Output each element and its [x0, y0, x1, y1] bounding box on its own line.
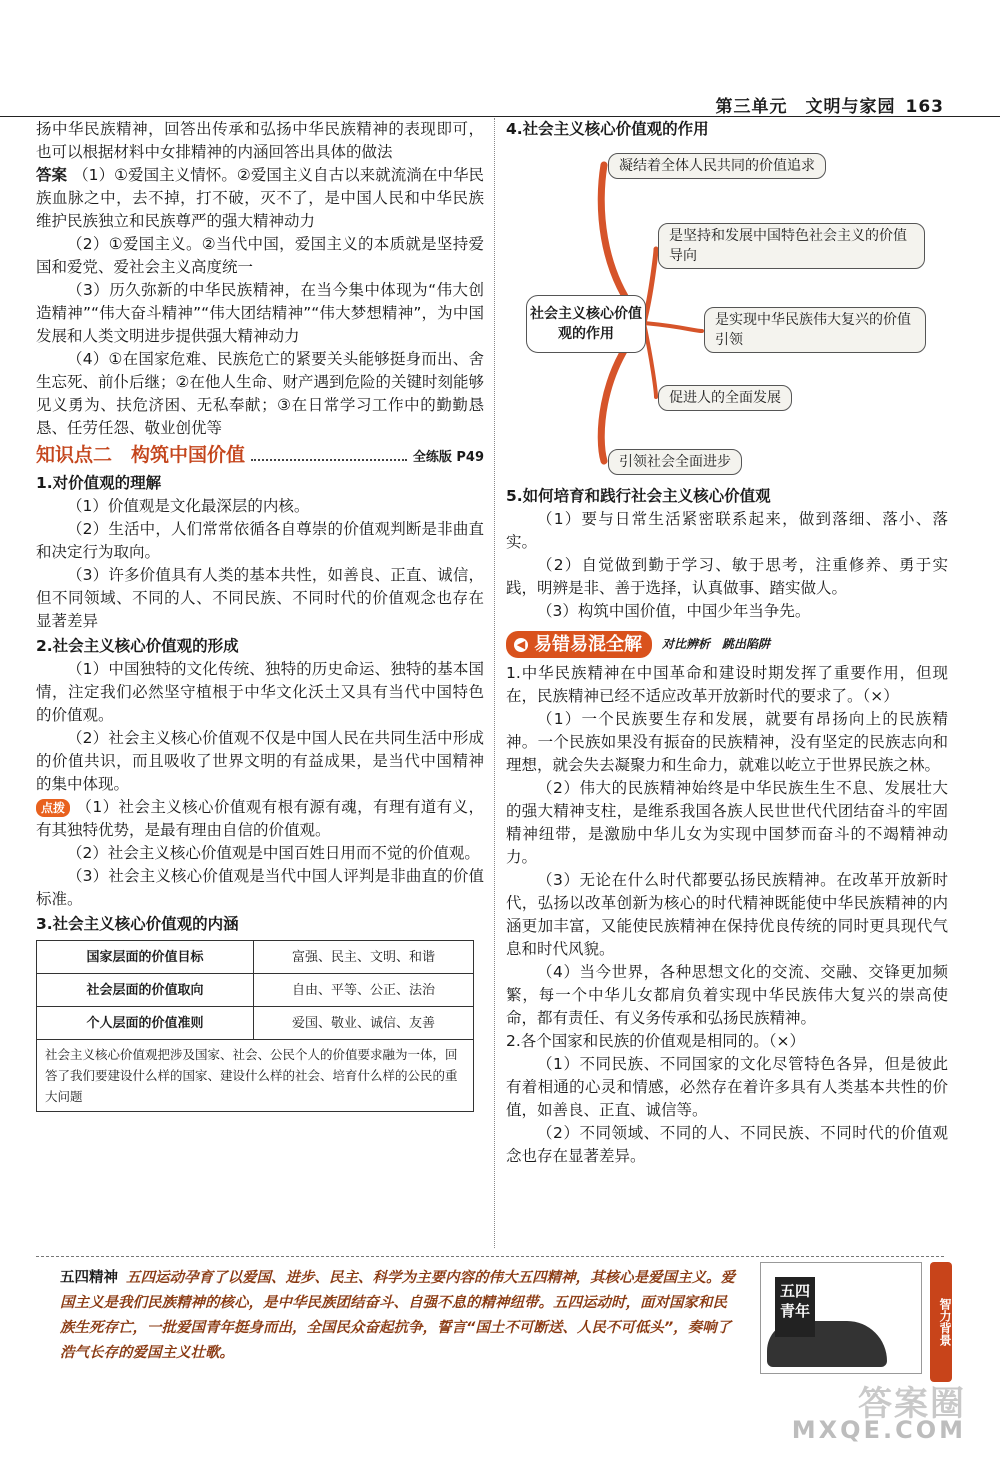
tip-paragraph-3: （3）社会主义核心价值观是当代中国人评判是非曲直的价值标准。: [36, 867, 484, 908]
h1-paragraph-2: （2）生活中，人们常常依循各自尊崇的价值观判断是非曲直和决定行为取向。: [36, 520, 484, 561]
answer-paragraph-4: （4）①在国家危难、民族危亡的紧要关头能够挺身而出、舍生忘死、前仆后继；②在他人生命、财产遇到危险的关键时刻能够见义勇为、扶危济困、无私奉献；③在日常学习工作中的勤勤恳恳、任劳任怨、敬业创优等: [36, 350, 484, 437]
h1-paragraph-3: （3）许多价值具有人类的基本共性，如善良、正直、诚信，但不同领域、不同的人、不同民族、不同时代的价值观念也存在显著差异: [36, 566, 484, 630]
section-heading: [36, 444, 484, 469]
background-label: 五四精神: [60, 1270, 118, 1286]
section-title: 知识点二 构筑中国价值: [36, 444, 246, 466]
mind-map-branch-1: 凝结着全体人民共同的价值追求: [608, 153, 826, 179]
watermark-logo: 答案圈: [858, 1384, 966, 1424]
mind-map-branch-4: 促进人的全面发展: [658, 385, 792, 411]
table-row: 社会层面的价值取向 自由、平等、公正、法治: [37, 974, 474, 1007]
background-note: [60, 1266, 740, 1366]
heading-3: 3.社会主义核心价值观的内涵: [36, 915, 239, 933]
h5-paragraph-3: （3）构筑中国价值，中国少年当争先。: [537, 602, 811, 620]
mind-map-branch-3: 是实现中华民族伟大复兴的价值引领: [704, 307, 926, 353]
error-prone-banner: [506, 631, 948, 658]
mind-map-branch-5: 引领社会全面进步: [608, 449, 742, 475]
section-ref: 全练版 P49: [412, 450, 484, 465]
tip-badge: 点拨: [36, 799, 70, 817]
column-divider: [494, 118, 495, 1248]
answer-paragraph-1: 答案 （1）①爱国主义情怀。②爱国主义自古以来就流淌在中华民族血脉之中，去不掉，打不破，灭不了，是中国人民和中华民族维护民族独立和民族尊严的强大精神动力: [36, 166, 484, 230]
q1-paragraph-4: （4）当今世界，各种思想文化的交流、交融、交锋更加频繁，每一个中华儿女都肩负着实现中华民族伟大复兴的崇高使命，都有责任、有义务传承和弘扬民族精神。: [506, 963, 948, 1027]
mind-map: [506, 141, 926, 481]
banner-subtitle: 对比辨析 跳出陷阱: [662, 637, 771, 651]
mind-map-center: 社会主义核心价值观的作用: [526, 295, 646, 353]
left-column: [36, 118, 484, 1112]
table-row: 国家层面的价值目标 富强、民主、文明、和谐: [37, 941, 474, 974]
may-fourth-illustration: [760, 1262, 922, 1374]
right-column: [506, 118, 948, 1168]
watermark-url: MXQE.COM: [791, 1416, 966, 1444]
table-row: 个人层面的价值准则 爱国、敬业、诚信、友善: [37, 1007, 474, 1040]
answer-paragraph-2: （2）①爱国主义。②当代中国，爱国主义的本质就是坚持爱国和爱党、爱社会主义高度统一: [36, 235, 484, 276]
tip-paragraph-1: 点拨 （1）社会主义核心价值观有根有源有魂，有理有道有义，有其独特优势，是最有理由自信的价值观。: [36, 798, 484, 839]
page-number: 163: [905, 97, 944, 117]
side-tag: 智力背景: [930, 1262, 952, 1382]
tip-paragraph-2: （2）社会主义核心价值观是中国百姓日用而不觉的价值观。: [67, 844, 480, 862]
heading-2: 2.社会主义核心价值观的形成: [36, 637, 239, 655]
speaker-icon: ◀: [514, 638, 528, 652]
table-note: 社会主义核心价值观把涉及国家、社会、公民个人的价值要求融为一体，回答了我们要建设什么样的国家、建设什么样的社会、培育什么样的公民的重大问题: [37, 1040, 474, 1112]
illustration-caption: 五四青年: [775, 1277, 815, 1337]
mind-map-branch-2: 是坚持和发展中国特色社会主义的价值导向: [658, 223, 925, 269]
q1-paragraph-2: （2）伟大的民族精神始终是中华民族生生不息、发展壮大的强大精神支柱，是维系我国各族人民世世代代团结奋斗的牢固精神纽带，是激励中华儿女为实现中国梦而奋斗的不竭精神动力。: [506, 779, 948, 866]
heading-4: 4.社会主义核心价值观的作用: [506, 120, 709, 138]
header-title: 文明与家园: [805, 97, 896, 117]
h1-paragraph-1: （1）价值观是文化最深层的内核。: [67, 497, 310, 515]
section-dots: [251, 459, 407, 461]
banner-title: 易错易混全解: [534, 634, 642, 655]
h5-paragraph-2: （2）自觉做到勤于学习、敏于思考，注重修养、勇于实践，明辨是非、善于选择，认真做事、踏实做人。: [506, 556, 948, 597]
h5-paragraph-1: （1）要与日常生活紧密联系起来，做到落细、落小、落实。: [506, 510, 948, 551]
heading-5: 5.如何培育和践行社会主义核心价值观: [506, 487, 771, 505]
q1-paragraph-1: （1）一个民族要生存和发展，就要有昂扬向上的民族精神。一个民族如果没有振奋的民族精神，没有坚定的民族志向和理想，就会失去凝聚力和生命力，就难以屹立于世界民族之林。: [506, 710, 948, 774]
background-text: 五四运动孕育了以爱国、进步、民主、科学为主要内容的伟大五四精神，其核心是爱国主义。爱国主义是我们民族精神的核心，是中华民族团结奋斗、自强不息的精神纽带。五四运动时，面对国家和民族生死存亡，一批爱国青年挺身而出，全国民众奋起抗争，誓言“国土不可断送、人民不可低头”，奏响了浩气长存的爱国主义壮歌。: [60, 1270, 735, 1361]
bottom-rule: [36, 1256, 944, 1257]
heading-1: 1.对价值观的理解: [36, 474, 162, 492]
banner-badge: [506, 631, 652, 658]
answer-label: 答案: [36, 166, 68, 184]
header-unit: 第三单元: [715, 97, 788, 117]
question-1: 1.中华民族精神在中国革命和建设时期发挥了重要作用，但现在，民族精神已经不适应改革开放新时代的要求了。（×）: [506, 664, 948, 705]
answer-paragraph-3: （3）历久弥新的中华民族精神，在当今集中体现为“伟大创造精神”“伟大奋斗精神”“伟大团结精神”“伟大梦想精神”，为中国发展和人类文明进步提供强大精神动力: [36, 281, 484, 345]
values-table: [36, 940, 474, 1112]
q1-paragraph-3: （3）无论在什么时代都要弘扬民族精神。在改革开放新时代，弘扬以改革创新为核心的时代精神既能使中华民族精神的内涵更加丰富，又能使民族精神在保持优良传统的同时更具现代气息和时代风貌。: [506, 871, 948, 958]
intro-text: 扬中华民族精神，回答出传承和弘扬中华民族精神的表现即可，也可以根据材料中女排精神的内涵回答出具体的做法: [36, 120, 484, 161]
q2-paragraph-2: （2）不同领域、不同的人、不同民族、不同时代的价值观念也存在显著差异。: [506, 1124, 948, 1165]
q2-paragraph-1: （1）不同民族、不同国家的文化尽管特色各异，但是彼此有着相通的心灵和情感，必然存在着许多具有人类基本共性的价值，如善良、正直、诚信等。: [506, 1055, 948, 1119]
table-note-row: [37, 1040, 474, 1112]
page-header: [716, 92, 945, 117]
h2-paragraph-2: （2）社会主义核心价值观不仅是中国人民在共同生活中形成的价值共识，而且吸收了世界文明的有益成果，是当代中国精神的集中体现。: [36, 729, 484, 793]
h2-paragraph-1: （1）中国独特的文化传统、独特的历史命运、独特的基本国情，注定我们必然坚守植根于中华文化沃土又具有当代中国特色的价值观。: [36, 660, 484, 724]
header-rule: [0, 116, 1000, 117]
question-2: 2.各个国家和民族的价值观是相同的。（×）: [506, 1032, 806, 1050]
